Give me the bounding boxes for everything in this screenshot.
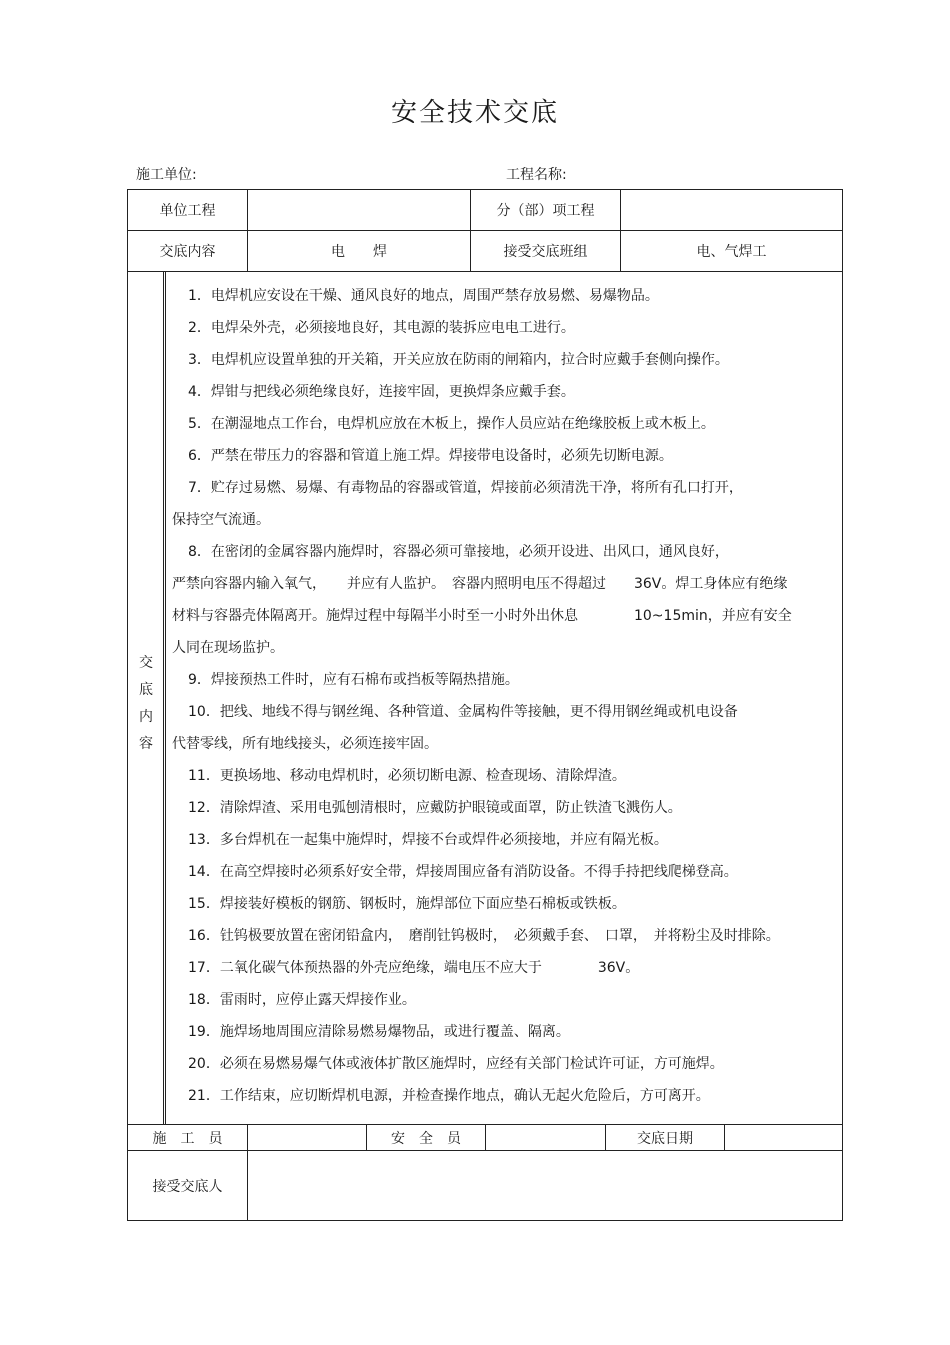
safety-item: 16．钍钨极要放置在密闭铅盒内， 磨削钍钨极时， 必须戴手套、 口罩， 并将粉尘及时排除。 bbox=[188, 928, 780, 944]
receiving-team-label: 接受交底班组 bbox=[503, 244, 588, 260]
safety-item-continuation: 人同在现场监护。 bbox=[172, 640, 284, 656]
safety-item: 13．多台焊机在一起集中施焊时，焊接不台或焊件必须接地，并应有隔光板。 bbox=[188, 832, 668, 848]
safety-item-continuation: 保持空气流通。 bbox=[172, 512, 270, 528]
safety-item: 20．必须在易燃易爆气体或液体扩散区施焊时，应经有关部门检试许可证，方可施焊。 bbox=[188, 1056, 724, 1072]
project-name-label: 工程名称: bbox=[506, 167, 567, 183]
sub-project-label: 分（部）项工程 bbox=[496, 203, 595, 219]
briefing-content-label: 交底内容 bbox=[159, 244, 216, 260]
safety-item: 6．严禁在带压力的容器和管道上施工焊。焊接带电设备时，必须先切断电源。 bbox=[188, 448, 673, 464]
constructor-label: 施 工 员 bbox=[152, 1130, 223, 1147]
recipient-value[interactable] bbox=[248, 1151, 842, 1220]
safety-item: 21．工作结束，应切断焊机电源，并检查操作地点，确认无起火危险后，方可离开。 bbox=[188, 1088, 710, 1104]
safety-officer-label: 安 全 员 bbox=[391, 1130, 461, 1147]
safety-item: 9．焊接预热工件时，应有石棉布或挡板等隔热措施。 bbox=[188, 672, 519, 688]
recipient-label: 接受交底人 bbox=[152, 1178, 223, 1195]
safety-item: 1．电焊机应安设在干燥、通风良好的地点，周围严禁存放易燃、易爆物品。 bbox=[188, 288, 659, 304]
construction-unit-label: 施工单位: bbox=[136, 167, 197, 183]
content-divider bbox=[165, 271, 166, 1124]
safety-item: 15．焊接装好模板的钢筋、钢板时，施焊部位下面应垫石棉板或铁板。 bbox=[188, 896, 626, 912]
safety-items-list bbox=[172, 280, 837, 1112]
safety-item: 5．在潮湿地点工作台，电焊机应放在木板上，操作人员应站在绝缘胶板上或木板上。 bbox=[188, 416, 715, 432]
row-divider bbox=[127, 271, 843, 272]
unit-project-label: 单位工程 bbox=[159, 203, 216, 219]
safety-officer-value[interactable] bbox=[486, 1125, 605, 1150]
document-title: 安全技术交底 bbox=[390, 98, 559, 128]
safety-item-continuation: 严禁向容器内输入氧气， 并应有人监护。 容器内照明电压不得超过 36V。焊工身体应有绝缘 bbox=[172, 576, 788, 592]
constructor-value[interactable] bbox=[248, 1125, 366, 1150]
safety-item: 4．焊钳与把线必须绝缘良好，连接牢固，更换焊条应戴手套。 bbox=[188, 384, 575, 400]
safety-item: 19．施焊场地周围应清除易燃易爆物品，或进行覆盖、隔离。 bbox=[188, 1024, 570, 1040]
receiving-team-value: 电、气焊工 bbox=[696, 244, 767, 260]
briefing-date-value[interactable] bbox=[725, 1125, 842, 1150]
side-label-char: 底 bbox=[139, 682, 153, 698]
side-label-char: 交 bbox=[139, 655, 153, 671]
safety-item: 11．更换场地、移动电焊机时，必须切断电源、检查现场、清除焊渣。 bbox=[188, 768, 626, 784]
safety-item: 2．电焊朵外壳，必须接地良好，其电源的装拆应电电工进行。 bbox=[188, 320, 575, 336]
safety-item: 14．在高空焊接时必须系好安全带，焊接周围应备有消防设备。不得手持把线爬梯登高。 bbox=[188, 864, 738, 880]
sub-project-value[interactable] bbox=[621, 190, 842, 230]
safety-item: 17．二氧化碳气体预热器的外壳应绝缘，端电压不应大于 36V。 bbox=[188, 960, 640, 976]
briefing-content-value: 电 焊 bbox=[331, 244, 387, 260]
safety-item: 8．在密闭的金属容器内施焊时，容器必须可靠接地，必须开设进、出风口，通风良好， bbox=[188, 544, 729, 560]
safety-item-continuation: 代替零线，所有地线接头，必须连接牢固。 bbox=[172, 736, 438, 752]
safety-item: 10．把线、地线不得与钢丝绳、各种管道、金属构件等接触，更不得用钢丝绳或机电设备 bbox=[188, 704, 738, 720]
safety-item: 12．清除焊渣、采用电弧刨清根时，应戴防护眼镜或面罩，防止铁渣飞溅伤人。 bbox=[188, 800, 682, 816]
briefing-date-label: 交底日期 bbox=[637, 1130, 693, 1147]
unit-project-value[interactable] bbox=[248, 190, 470, 230]
side-label-char: 内 bbox=[139, 709, 153, 725]
safety-item: 18．雷雨时，应停止露天焊接作业。 bbox=[188, 992, 416, 1008]
content-side-label bbox=[128, 650, 164, 758]
safety-item: 7．贮存过易燃、易爆、有毒物品的容器或管道，焊接前必须清洗干净，将所有孔口打开， bbox=[188, 480, 743, 496]
safety-item: 3．电焊机应设置单独的开关箱，开关应放在防雨的闸箱内，拉合时应戴手套侧向操作。 bbox=[188, 352, 729, 368]
safety-item-continuation: 材料与容器壳体隔离开。施焊过程中每隔半小时至一小时外出休息 10~15min，并应有安全 bbox=[172, 608, 792, 624]
side-label-char: 容 bbox=[139, 736, 153, 752]
